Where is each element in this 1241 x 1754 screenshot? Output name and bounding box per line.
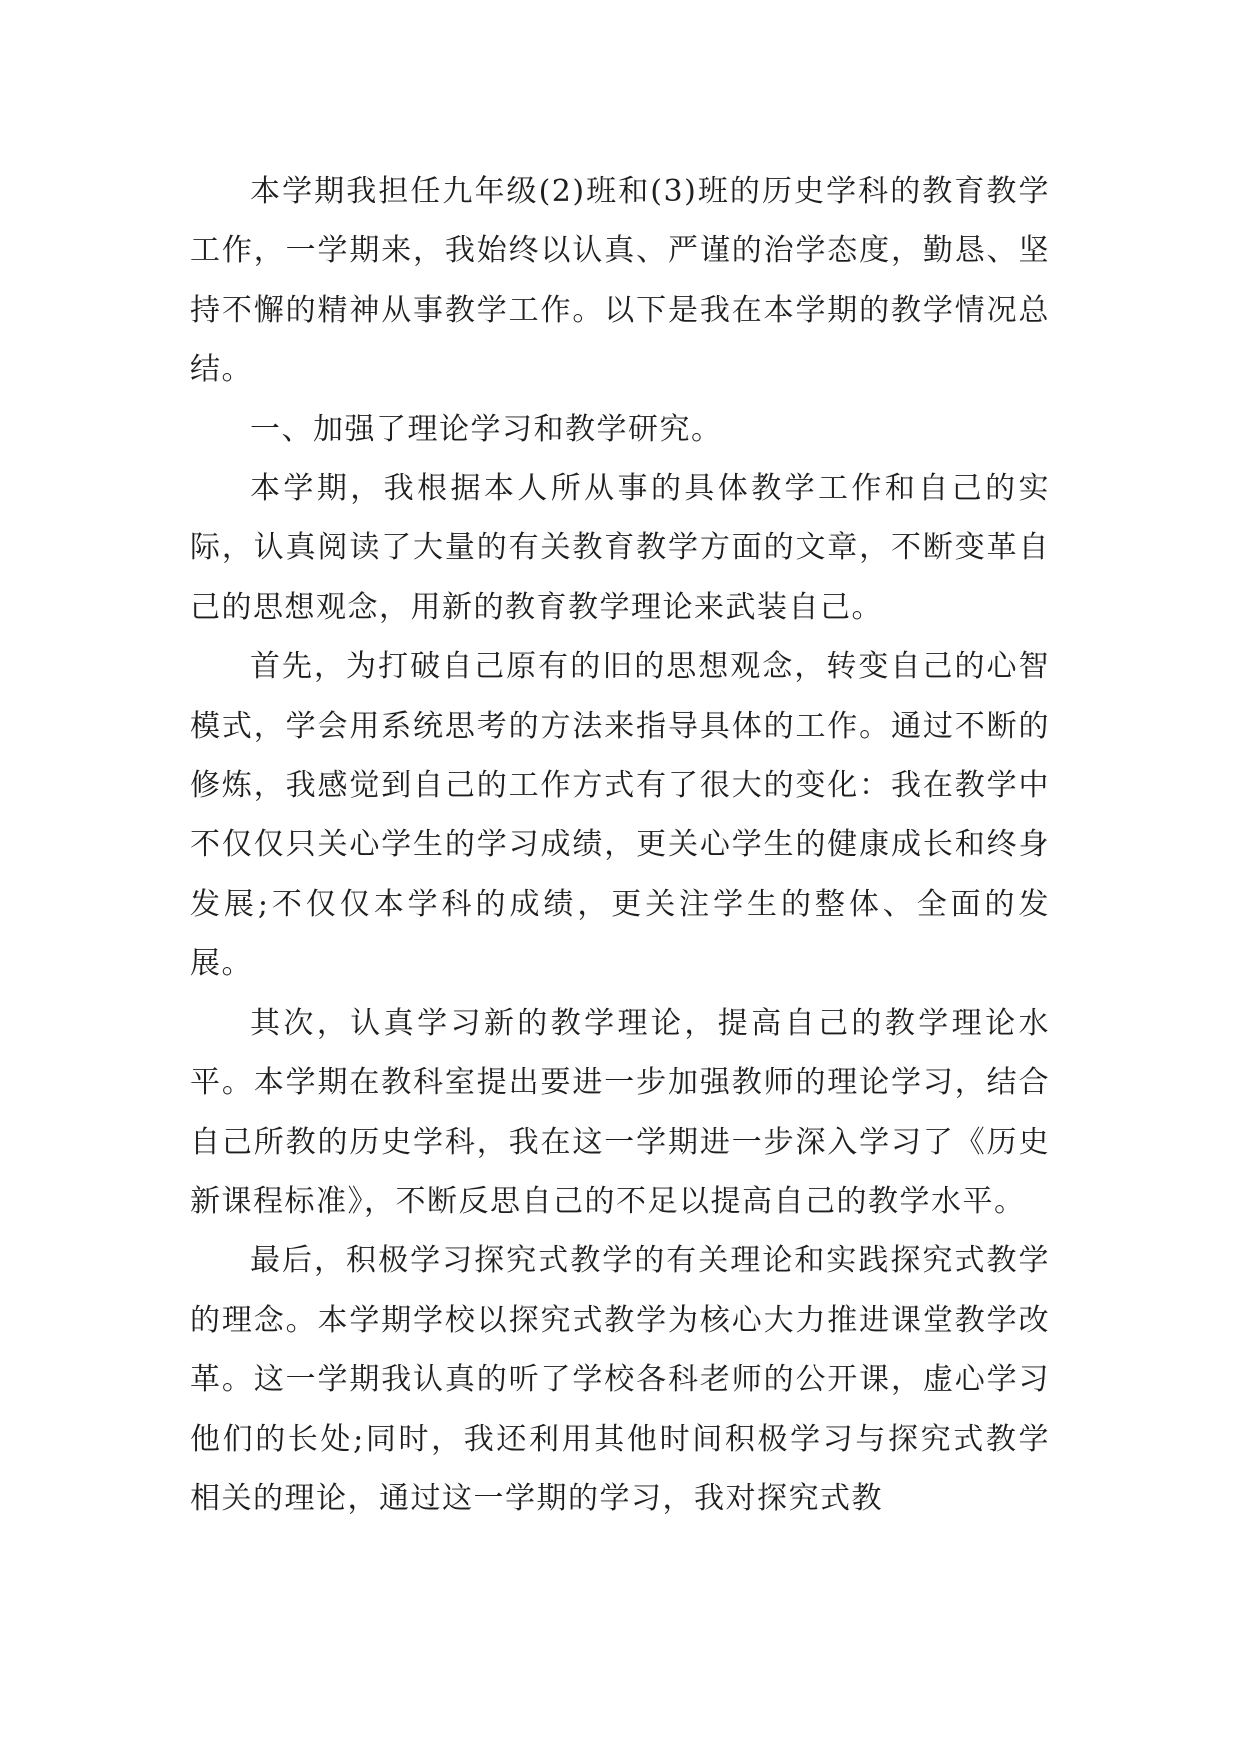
body-paragraph: 本学期，我根据本人所从事的具体教学工作和自己的实际，认真阅读了大量的有关教育教学方面的文章，不断变革自己的思想观念，用新的教育教学理论来武装自己。 (190, 471, 1050, 625)
body-paragraph: 首先，为打破自己原有的旧的思想观念，转变自己的心智模式，学会用系统思考的方法来指导具体的工作。通过不断的修炼，我感觉到自己的工作方式有了很大的变化：我在教学中不仅仅只关心学生的学习成绩，更关心学生的健康成长和终身发展;不仅仅本学科的成绩，更关注学生的整体、全面的发展。 (190, 649, 1050, 982)
intro-paragraph: 本学期我担任九年级(2)班和(3)班的历史学科的教育教学工作，一学期来，我始终以认真、严谨的治学态度，勤恳、坚持不懈的精神从事教学工作。以下是我在本学期的教学情况总结。 (190, 174, 1050, 388)
document-body (190, 162, 1050, 1528)
body-paragraph: 其次，认真学习新的教学理论，提高自己的教学理论水平。本学期在教科室提出要进一步加强教师的理论学习，结合自己所教的历史学科，我在这一学期进一步深入学习了《历史新课程标准》，不断反思自己的不足以提高自己的教学水平。 (190, 1005, 1050, 1219)
body-paragraph: 最后，积极学习探究式教学的有关理论和实践探究式教学的理念。本学期学校以探究式教学为核心大力推进课堂教学改革。这一学期我认真的听了学校各科老师的公开课，虚心学习他们的长处;同时，我还利用其他时间积极学习与探究式教学相关的理论，通过这一学期的学习，我对探究式教 (190, 1243, 1050, 1516)
section-heading: 一、加强了理论学习和教学研究。 (250, 411, 723, 447)
